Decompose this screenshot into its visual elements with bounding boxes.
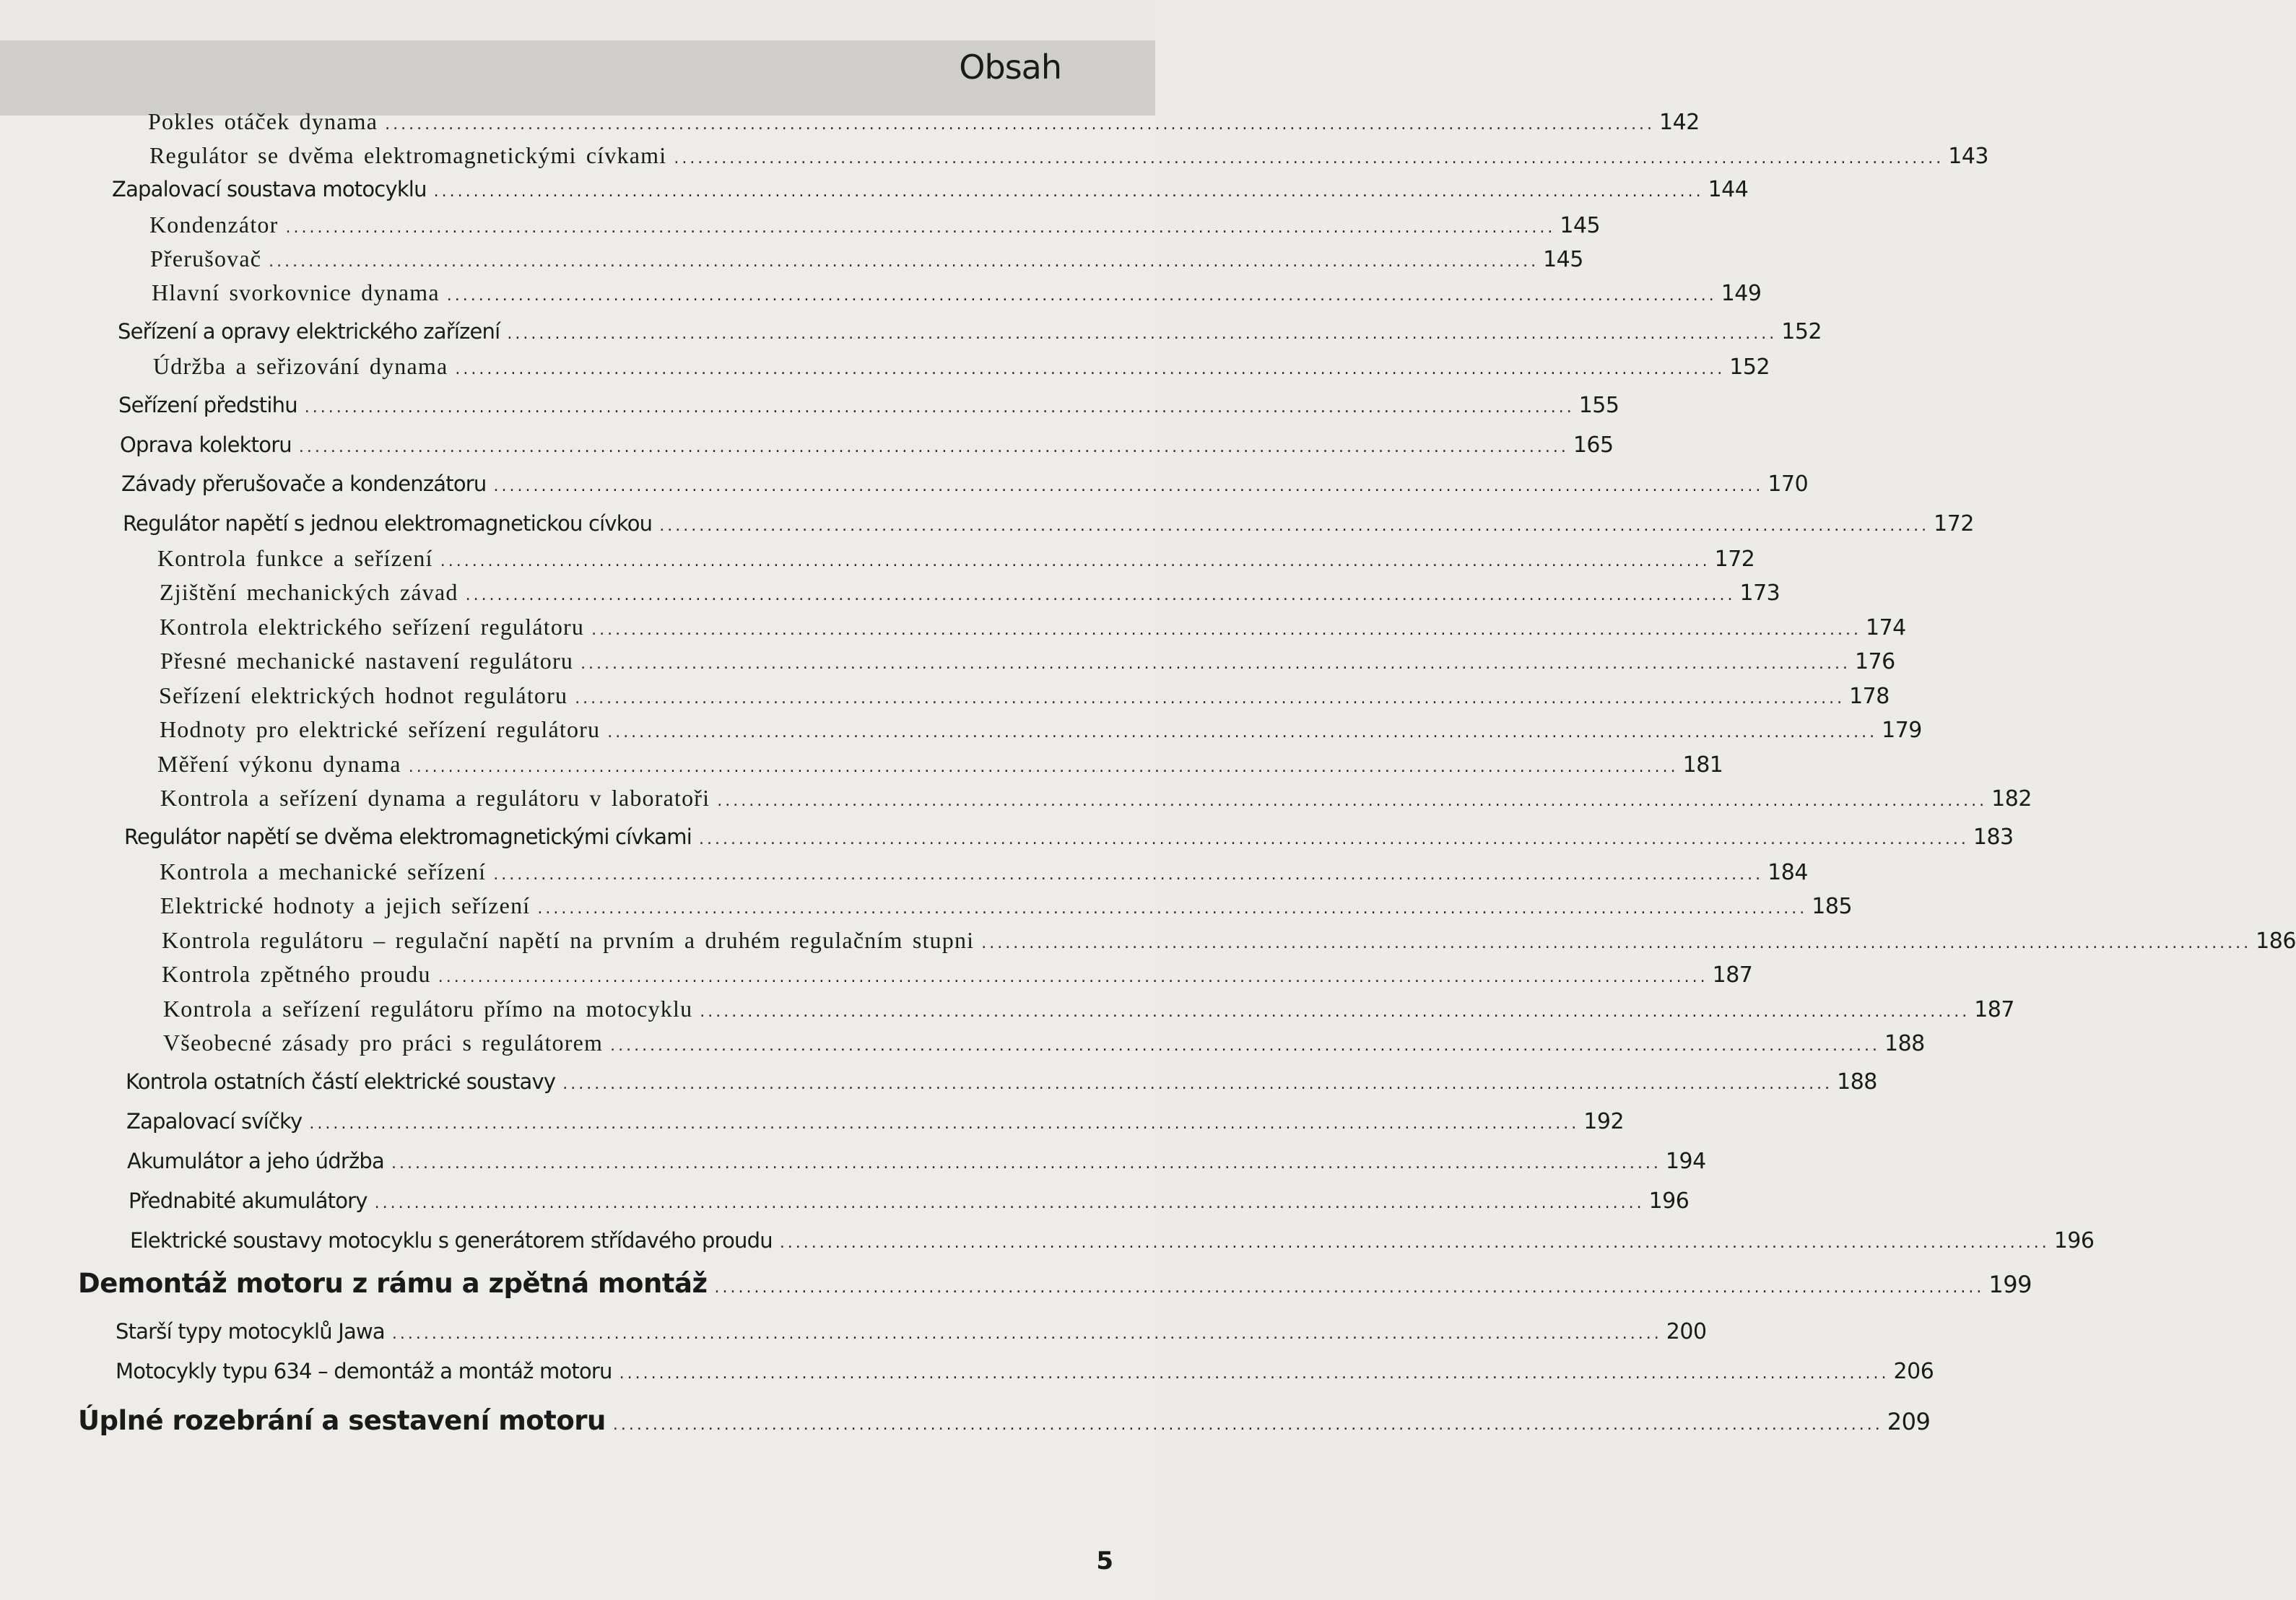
dot-leader: ................................................................................................................................................................ <box>537 900 1808 918</box>
toc-section <box>121 471 1809 502</box>
dot-leader: ................................................................................................................................................................ <box>493 866 1764 884</box>
toc-entry-page: 186 <box>2256 929 2296 954</box>
toc-entry-page: 192 <box>1583 1109 1625 1134</box>
dot-leader: ................................................................................................................................................................ <box>981 934 2252 952</box>
toc-entry-title: Motocykly typu 634 – demontáž a montáž motoru <box>116 1359 612 1383</box>
toc-subsection <box>160 648 1895 678</box>
toc-entry-title: Zjištění mechanických závad <box>160 579 458 605</box>
toc-entry-title: Hodnoty pro elektrické seřízení regulátoru <box>160 716 601 742</box>
toc-entry-title: Starší typy motocyklů Jawa <box>116 1319 385 1344</box>
toc-subsection <box>149 212 1601 242</box>
toc-subsection <box>160 579 1780 609</box>
toc-section <box>130 1228 2095 1258</box>
dot-leader: ................................................................................................................................................................ <box>659 517 1930 535</box>
toc-subsection <box>157 751 1723 781</box>
toc-subsection <box>160 614 1906 644</box>
toc-entry-page: 155 <box>1578 393 1619 418</box>
toc-entry-page: 188 <box>1837 1069 1877 1095</box>
toc-entry-title: Přednabité akumulátory <box>129 1188 368 1213</box>
toc-entry-title: Měření výkonu dynama <box>157 751 401 777</box>
toc-entry-title: Pokles otáček dynama <box>148 108 378 134</box>
toc-entry-title: Oprava kolektoru <box>120 432 292 457</box>
toc-entry-title: Regulátor se dvěma elektromagnetickými cívkami <box>149 142 667 168</box>
toc-subsection <box>152 279 1762 310</box>
dot-leader: ................................................................................................................................................................ <box>391 1325 1662 1343</box>
page-top-margin <box>0 0 1155 40</box>
page-title: Obsah <box>959 48 1061 87</box>
toc-subsection <box>159 682 1890 713</box>
toc-section <box>124 825 2014 855</box>
toc-entry-title: Přesné mechanické nastavení regulátoru <box>160 648 574 674</box>
toc-entry-page: 187 <box>1712 962 1753 988</box>
dot-leader: ................................................................................................................................................................ <box>374 1194 1645 1212</box>
dot-leader: ................................................................................................................................................................ <box>493 477 1764 495</box>
toc-entry-page: 149 <box>1721 281 1762 306</box>
toc-entry-page: 143 <box>1948 144 1988 169</box>
toc-entry-page: 142 <box>1659 110 1700 135</box>
toc-subsection <box>157 545 1755 575</box>
toc-entry-title: Regulátor napětí s jednou elektromagnetickou cívkou <box>123 511 653 536</box>
toc-entry-page: 194 <box>1665 1149 1706 1174</box>
dot-leader: ................................................................................................................................................................ <box>591 621 1861 639</box>
toc-entry-page: 188 <box>1884 1031 1925 1056</box>
toc-entry-page: 185 <box>1812 894 1853 919</box>
toc-entry-title: Kondenzátor <box>149 212 279 238</box>
toc-entry-title: Kontrola funkce a seřízení <box>157 545 433 571</box>
toc-subsection <box>150 245 1583 276</box>
toc-entry-title: Demontáž motoru z rámu a zpětná montáž <box>78 1268 708 1299</box>
toc-section <box>118 319 1822 349</box>
dot-leader: ................................................................................................................................................................ <box>408 758 1679 776</box>
dot-leader: ................................................................................................................................................................ <box>309 1115 1580 1133</box>
toc-subsection <box>163 1030 1925 1060</box>
toc-entry-title: Regulátor napětí se dvěma elektromagnetickými cívkami <box>124 825 692 849</box>
dot-leader: ................................................................................................................................................................ <box>607 723 1878 742</box>
dot-leader: ................................................................................................................................................................ <box>575 690 1845 708</box>
toc-entry-title: Všeobecné zásady pro práci s regulátorem <box>163 1030 604 1056</box>
toc-subsection <box>163 996 2014 1026</box>
toc-entry-title: Kontrola zpětného proudu <box>162 961 431 987</box>
dot-leader: ................................................................................................................................................................ <box>465 586 1736 604</box>
dot-leader: ................................................................................................................................................................ <box>304 399 1575 417</box>
toc-entry-page: 172 <box>1934 511 1974 536</box>
dot-leader: ................................................................................................................................................................ <box>698 830 1969 848</box>
toc-entry-page: 173 <box>1739 581 1780 606</box>
toc-entry-page: 199 <box>1988 1271 2032 1298</box>
toc-entry-title: Úplné rozebrání a sestavení motoru <box>78 1405 606 1436</box>
toc-entry-page: 170 <box>1767 471 1809 497</box>
toc-entry-page: 187 <box>1974 997 2014 1022</box>
toc-entry-page: 174 <box>1866 615 1906 640</box>
page-number: 5 <box>1096 1547 1113 1575</box>
toc-chapter <box>78 1268 2032 1304</box>
toc-subsection <box>160 785 2032 815</box>
dot-leader: ................................................................................................................................................................ <box>700 1003 1970 1021</box>
toc-chapter <box>78 1405 1931 1441</box>
toc-entry-page: 196 <box>2053 1228 2095 1253</box>
dot-leader: ................................................................................................................................................................ <box>610 1037 1880 1055</box>
toc-entry-title: Kontrola elektrického seřízení regulátoru <box>160 614 585 640</box>
dot-leader: ................................................................................................................................................................ <box>714 1279 1985 1297</box>
toc-entry-page: 176 <box>1854 649 1895 674</box>
toc-subsection <box>149 142 1988 173</box>
dot-leader: ................................................................................................................................................................ <box>612 1416 1883 1434</box>
dot-leader: ................................................................................................................................................................ <box>433 183 1704 201</box>
toc-section <box>126 1109 1625 1139</box>
toc-subsection <box>148 108 1700 139</box>
toc-subsection <box>162 961 1753 991</box>
toc-entry-page: 209 <box>1887 1408 1931 1435</box>
toc-entry-title: Zapalovací svíčky <box>126 1109 303 1134</box>
toc-subsection <box>160 716 1922 747</box>
dot-leader: ................................................................................................................................................................ <box>619 1365 1890 1383</box>
toc-entry-title: Seřízení elektrických hodnot regulátoru <box>159 682 568 708</box>
toc-entry-page: 196 <box>1648 1188 1690 1214</box>
toc-entry-page: 182 <box>1991 786 2032 812</box>
toc-entry-title: Seřízení předstihu <box>118 393 297 417</box>
toc-section <box>116 1319 1707 1349</box>
dot-leader: ................................................................................................................................................................ <box>562 1075 1833 1093</box>
dot-leader: ................................................................................................................................................................ <box>385 116 1656 134</box>
dot-leader: ................................................................................................................................................................ <box>285 219 1556 237</box>
toc-section <box>123 511 1974 542</box>
toc-subsection <box>160 858 1808 889</box>
toc-entry-title: Závady přerušovače a kondenzátoru <box>121 471 487 496</box>
toc-entry-page: 184 <box>1767 860 1808 885</box>
toc-subsection <box>162 927 2296 957</box>
toc-section <box>116 1359 1934 1389</box>
dot-leader: ................................................................................................................................................................ <box>779 1234 2050 1252</box>
toc-entry-page: 145 <box>1560 213 1601 238</box>
toc-entry-title: Seřízení a opravy elektrického zařízení <box>118 319 500 344</box>
dot-leader: ................................................................................................................................................................ <box>674 149 1944 168</box>
toc-entry-title: Kontrola a mechanické seřízení <box>160 858 487 884</box>
toc-section <box>112 177 1749 207</box>
toc-entry-page: 152 <box>1729 355 1770 380</box>
toc-section <box>118 393 1619 423</box>
dot-leader: ................................................................................................................................................................ <box>298 438 1569 456</box>
toc-entry-title: Akumulátor a jeho údržba <box>127 1149 384 1173</box>
dot-leader: ................................................................................................................................................................ <box>440 552 1710 570</box>
dot-leader: ................................................................................................................................................................ <box>580 655 1851 673</box>
toc-section <box>129 1188 1690 1219</box>
toc-entry-title: Zapalovací soustava motocyklu <box>112 177 427 201</box>
toc-entry-page: 206 <box>1893 1359 1934 1384</box>
toc-entry-page: 145 <box>1543 247 1583 272</box>
toc-section <box>120 432 1614 463</box>
toc-entry-page: 144 <box>1708 177 1749 202</box>
toc-entry-page: 179 <box>1882 718 1922 743</box>
toc-section <box>126 1069 1877 1100</box>
toc-entry-title: Kontrola ostatních částí elektrické soustavy <box>126 1069 556 1094</box>
toc-entry-title: Elektrické soustavy motocyklu s generátorem střídavého proudu <box>130 1228 773 1253</box>
dot-leader: ................................................................................................................................................................ <box>455 360 1726 378</box>
toc-entry-title: Kontrola a seřízení dynama a regulátoru v laboratoři <box>160 785 710 811</box>
toc-entry-title: Kontrola a seřízení regulátoru přímo na motocyklu <box>163 996 693 1022</box>
toc-section <box>127 1149 1706 1179</box>
dot-leader: ................................................................................................................................................................ <box>269 253 1539 271</box>
toc-entry-title: Hlavní svorkovnice dynama <box>152 279 440 305</box>
dot-leader: ................................................................................................................................................................ <box>391 1155 1661 1173</box>
toc-entry-page: 183 <box>1973 825 2014 850</box>
toc-entry-page: 178 <box>1849 684 1890 709</box>
dot-leader: ................................................................................................................................................................ <box>446 287 1717 305</box>
toc-entry-title: Elektrické hodnoty a jejich seřízení <box>160 892 531 918</box>
toc-entry-page: 181 <box>1682 752 1723 778</box>
toc-entry-page: 172 <box>1714 547 1755 572</box>
toc-entry-page: 152 <box>1781 319 1822 344</box>
dot-leader: ................................................................................................................................................................ <box>507 325 1778 343</box>
toc-entry-page: 200 <box>1666 1319 1707 1344</box>
toc-entry-page: 165 <box>1573 432 1614 458</box>
dot-leader: ................................................................................................................................................................ <box>717 792 1988 810</box>
toc-entry-title: Kontrola regulátoru – regulační napětí na prvním a druhém regulačním stupni <box>162 927 975 953</box>
toc-subsection <box>160 892 1853 923</box>
toc-entry-title: Přerušovač <box>150 245 262 271</box>
toc-entry-title: Údržba a seřizování dynama <box>153 353 448 379</box>
toc-subsection <box>153 353 1770 383</box>
dot-leader: ................................................................................................................................................................ <box>438 968 1708 986</box>
